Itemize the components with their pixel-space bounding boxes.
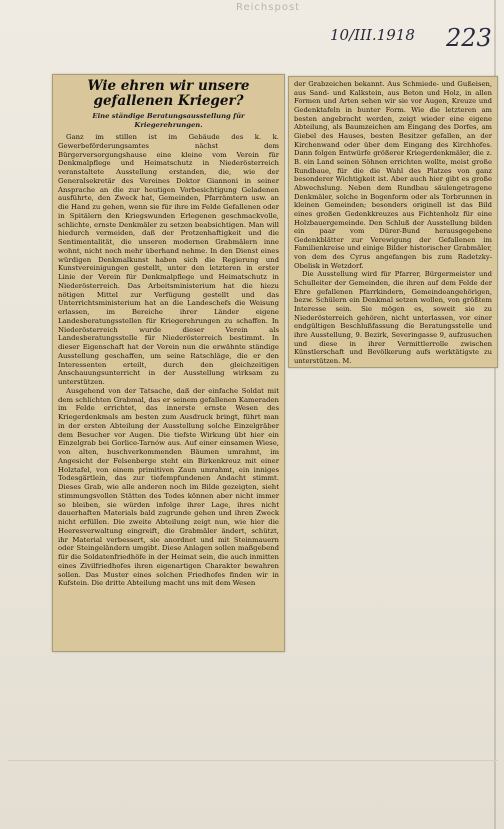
handwritten-page-number: 223 (446, 24, 492, 52)
clipping-left-column (52, 74, 285, 652)
article-title: Wie ehren wir unsere gefallenen Krieger? (87, 78, 250, 109)
article-paragraph: Ausgehend von der Tatsache, daß der einfache Soldat mit dem schlichten Grabmal, das er seinem gefallenen Kameraden im Felde errichtet, das innerste ernste Wesen des Kriegerdenkmals am besten zum Ausdruck bringt, führt man in der ersten Abteilung der Ausstellung solche Einzelgräber dem Besucher vor Augen. Die tiefste Wirkung übt hier ein Einzelgrab bei Gorlice-Tarnów aus. Auf einer einsamen Wiese, von alten, buschverkommenden Bäumen umrahmt, im Angesicht der Felsenberge steht ein Birkenkreuz mit einer Holztafel, von einem primitiven Zaun umrahmt, ein inniges Todesgärtlein, das zur tiefempfundenen Andacht stimmt. Dieses Grab, wie alle anderen noch im Bilde gezeigten, sieht stimmungsvollen Stätten des Todes können aber nicht immer so bleiben, sie würden infolge ihrer Lage, ihres nicht dauerhaften Materials bald zugrunde gehen und ihren Zweck nicht erfüllen. Die zweite Abteilung zeigt nun, wie hier die Heeresverwaltung eingreift, die Grabmäler ändert, schützt, ihr Material verbessert, sie anordnet und mit Steinmauern oder Steingeländern umgibt. Diese Anlagen sollen maßgebend für die Soldatenfriedhöfe in der Heimat sein, die auch inmitten eines Zivilfriedhofes ihren eigenartigen Charakter bewahren sollen. Das Muster eines solchen Friedhofes finden wir in Kufstein. Die dritte Abteilung macht uns mit dem Wesen (58, 386, 279, 588)
clipping-right-column (288, 76, 498, 368)
article-signature: M. (342, 357, 352, 365)
page-bottom-area (8, 760, 498, 827)
handwritten-date: 10/III.1918 (330, 26, 415, 44)
article-paragraph-text: Die Ausstellung wird für Pfarrer, Bürgermeister und Schulleiter der Gemeinden, die ihren auf dem Felde der Ehre gefallenen Pfarrkindern, Gemeindeangehörigen, bezw. Schülern ein Denkmal setzen wollen, von größtem Interesse sein. Sie mögen es, soweit sie zu Niederösterreich gehören, nicht unterlassen, vor einer endgültigen Beschlußfassung die Beratungsstelle und ihre Ausstellung, 9. Bezirk, Severingasse 9, aufzusuchen und diese in ihrer Vermittlerrolle zwischen Künstlerschaft und Bevölkerung aufs werktätigste zu unterstützen. (294, 270, 492, 365)
newspaper-stamp: Reichspost (236, 2, 301, 13)
article-paragraph: Ganz im stillen ist im Gebäude des k. k. Gewerbeförderungsamtes nächst dem Bürgerversorgungshause eine kleine vom Verein für Denkmalpflege und Heimatschutz in Niederösterreich veranstaltete Ausstellung erstanden, die, wie der Generalsekretär des Vereines Doktor Giannoni in seiner Ansprache an die zur heutigen Vorbesichtigung Geladenen ausführte, den Zweck hat, Gemeinden, Pfarrämtern usw. an die Hand zu gehen, wenn sie für ihre im Felde Gefallenen oder in Spitälern den Kriegswunden Erlegenen geschmackvolle, schlichte, ernste Denkmäler zu setzen beabsichtigen. Man will hiedurch vermeiden, daß der Protzenhaftigkeit und die Sentimentalität, die unseren modernen Grabmälern inne wohnt, nicht noch mehr überhand nehme. In den Dienst eines würdigen Denkmalkunst haben sich die Regierung und Kunstvereinigungen gestellt, unter den letzteren in erster Linie der Verein für Denkmalpflege und Heimatschutz in Niederösterreich. Das Arbeitsministerium hat die hiezu nötigen Mittel zur Verfügung gestellt und das Unterrichtsministerium hat an die Landeschefs die Weisung erlassen, im Bereiche ihrer Länder eigene Landesberatungsstellen für Kriegerehrungen zu schaffen. In Niederösterreich wurde dieser Verein als Landesberatungsstelle für Niederösterreich bestimmt. In dieser Eigenschaft hat der Verein nun die erwähnte ständige Ausstellung geschaffen, um seine Ratschläge, die er den Interessenten erteilt, durch den gleichzeitigen Anschauungsunterricht in der Ausstellung wirksam zu unterstützen. (58, 133, 279, 386)
article-subtitle: Eine ständige Beratungsausstellung für Kriegerehrungen. (92, 112, 245, 129)
article-paragraph (294, 270, 492, 365)
article-paragraph: der Grabzeichen bekannt. Aus Schmiede- und Gußeisen, aus Sand- und Kalkstein, aus Beton und Holz, in allen Formen und Arten sehen wir sie vor Augen, Kreuze und Gedenktafeln in bunter Form. Wie die letzteren am besten angebracht werden, zeigt wieder eine eigene Abteilung, als Baumzeichen am Eingang des Dorfes, am Giebel des Hauses, besten Besitzer gefallen, an der Kirchenwand oder über dem Eingang des Kirchhofes. Dann folgen Entwürfe größerer Kriegerdenkmäler, die z. B. ein Land seinen Söhnen errichten wollte, meist große Rundbaue, für die die Wahl des Platzes von ganz besonderer Wichtigkeit ist. Aber auch hier gibt es große Abwechslung. Neben dem Rundbau säulengetragene Denkmäler, solche in Bogenform oder als Torbrunnen in kleinen Gemeinden; besonders originell ist das Bild eines großen Gedenkkreuzes aus Fichtenholz für eine Holzbauergemeinde. Den Schluß der Ausstellung bilden ein paar vom Dürer-Bund herausgegebene Gedenkblätter zur Verewigung der Gefallenen im Familienkreise und einige Bilder historischer Grabmäler, von dem des Cyrus angefangen bis zum Radetzky-Obelisk in Wetzdorf. (294, 80, 492, 270)
